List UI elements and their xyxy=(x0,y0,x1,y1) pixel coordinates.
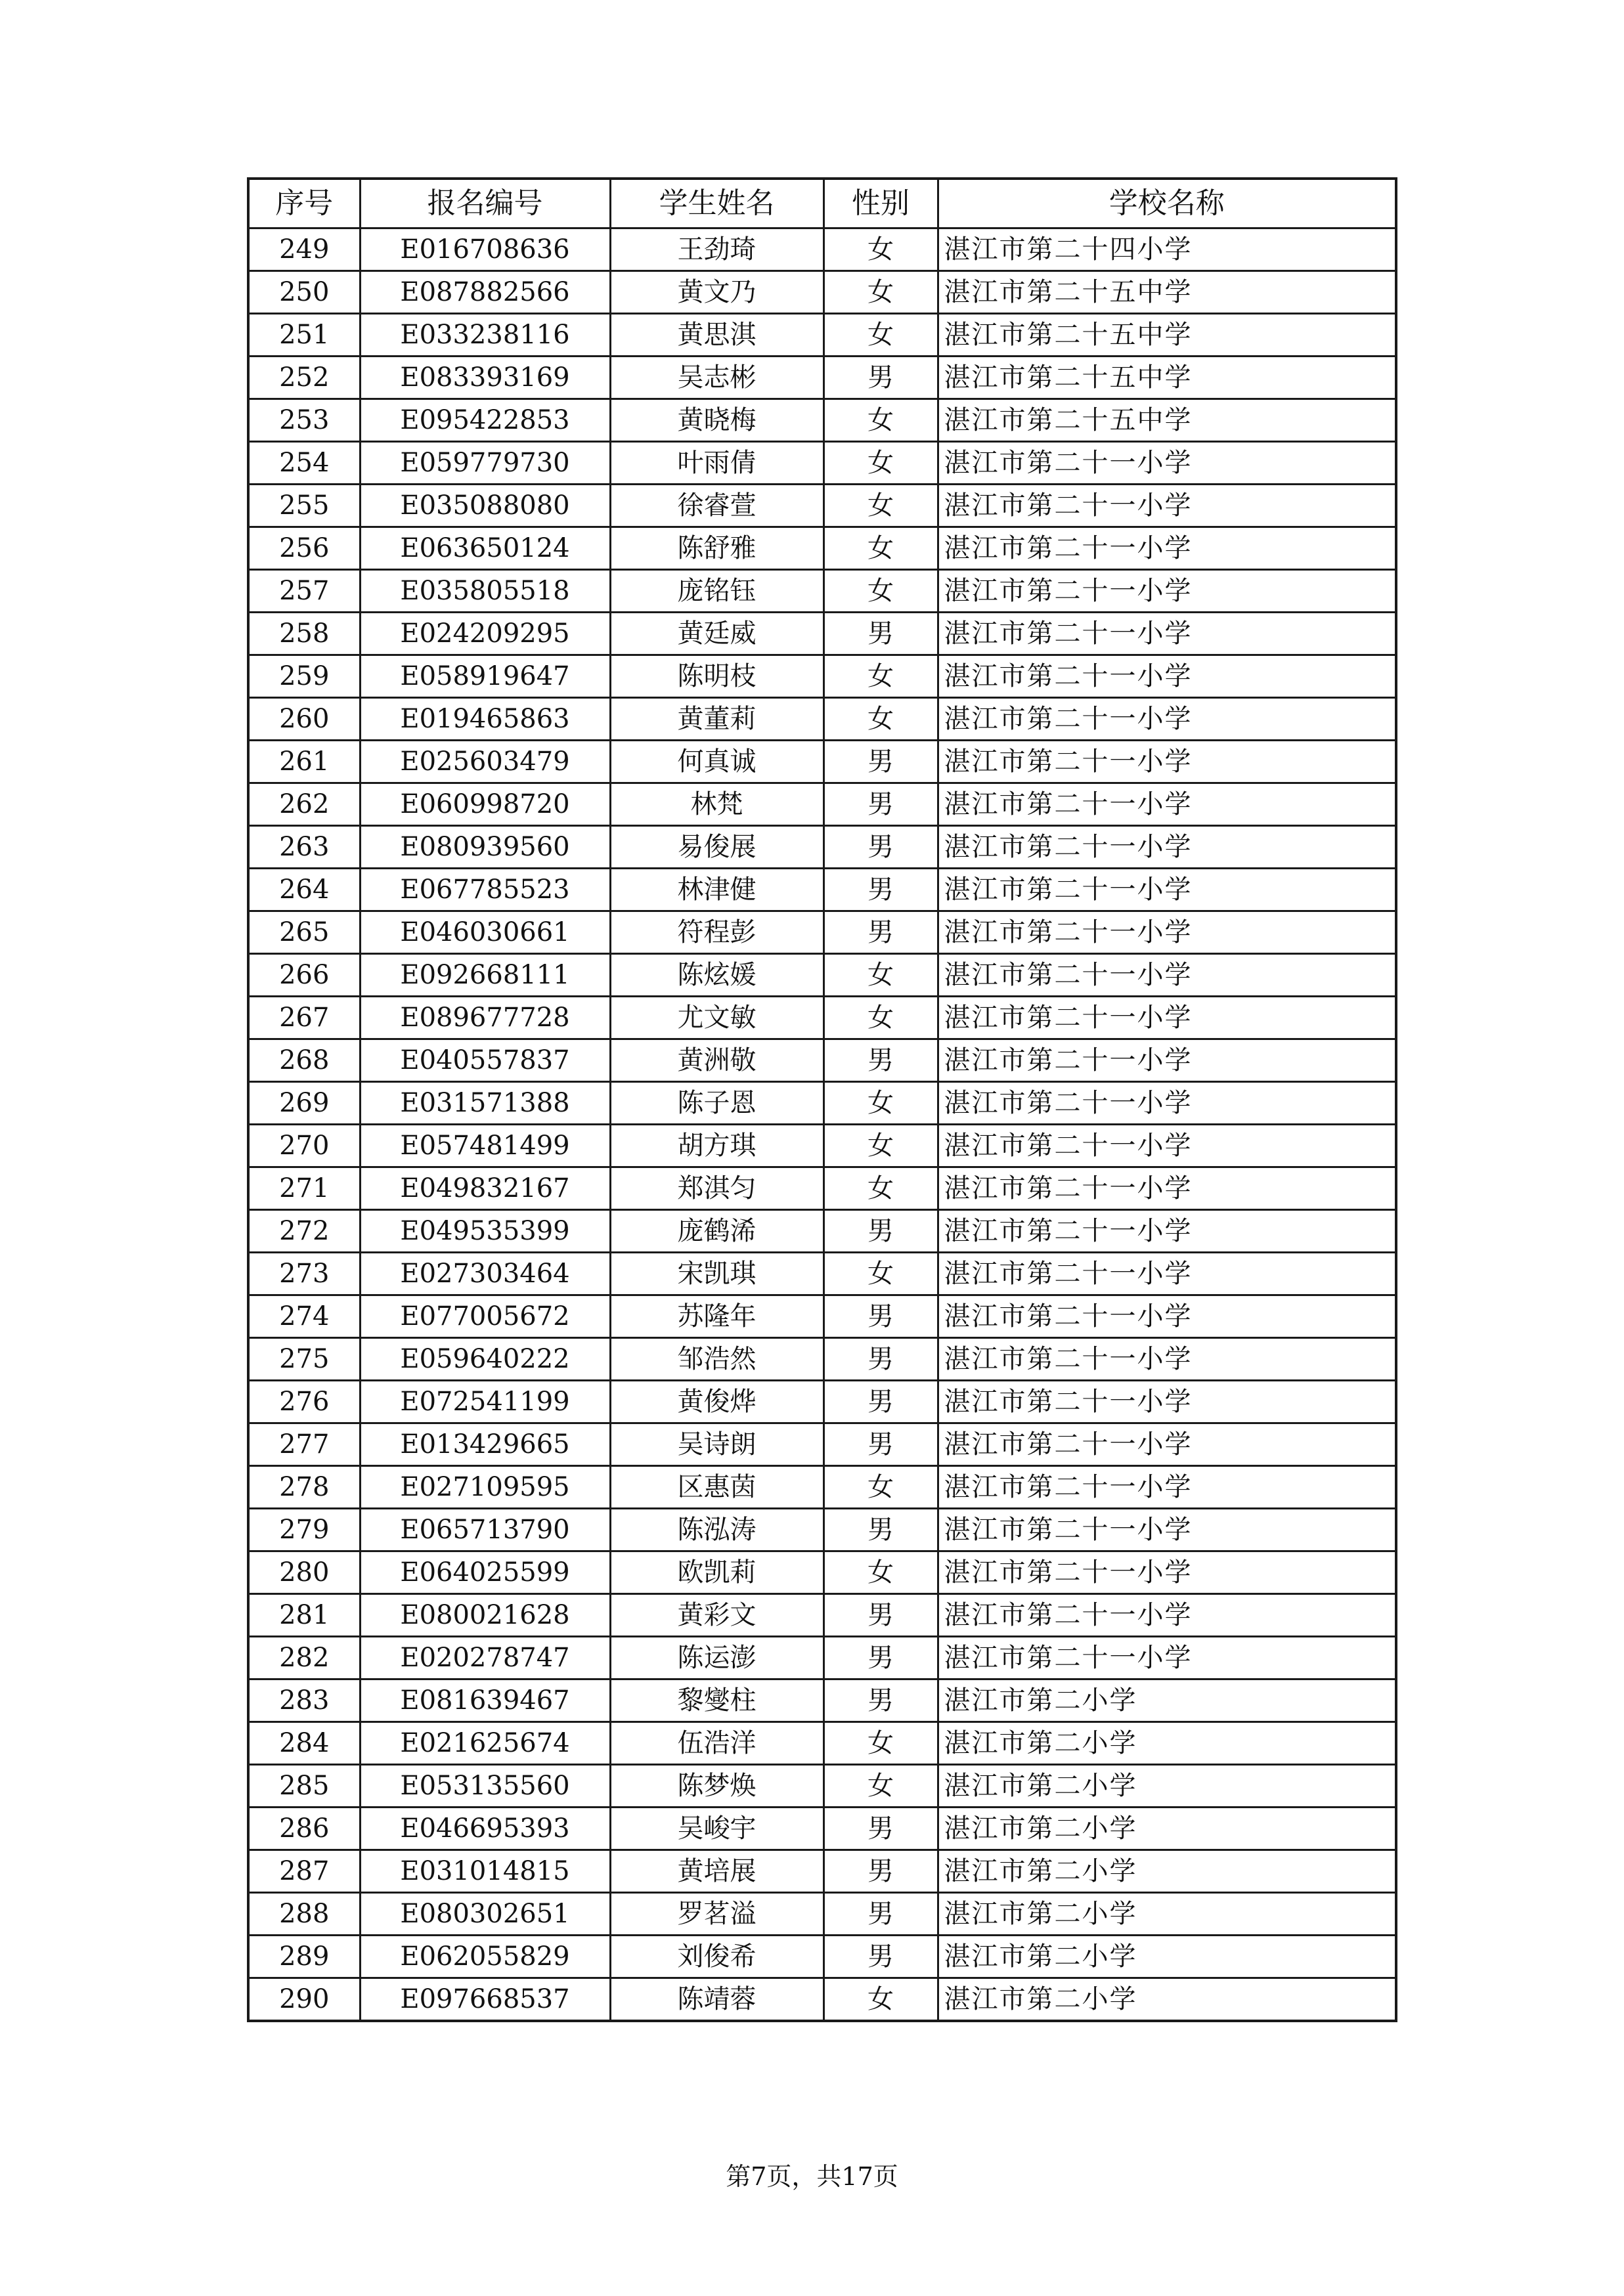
table-row xyxy=(248,1509,1396,1551)
cell-student-name: 邹浩然 xyxy=(610,1338,823,1381)
cell-registration-id: E049535399 xyxy=(360,1210,610,1253)
table-row xyxy=(248,485,1396,527)
cell-school-name: 湛江市第二十一小学 xyxy=(938,527,1396,570)
table-row xyxy=(248,1167,1396,1210)
cell-registration-id: E081639467 xyxy=(360,1679,610,1722)
cell-student-name: 尤文敏 xyxy=(610,997,823,1039)
cell-school-name: 湛江市第二十一小学 xyxy=(938,911,1396,954)
cell-student-name: 胡方琪 xyxy=(610,1125,823,1167)
cell-student-name: 陈明枝 xyxy=(610,655,823,698)
cell-school-name: 湛江市第二十一小学 xyxy=(938,826,1396,869)
cell-serial-number: 279 xyxy=(248,1509,360,1551)
cell-serial-number: 250 xyxy=(248,271,360,314)
cell-gender: 男 xyxy=(823,1808,938,1850)
cell-gender: 女 xyxy=(823,1082,938,1125)
cell-gender: 女 xyxy=(823,1167,938,1210)
cell-gender: 女 xyxy=(823,1253,938,1295)
cell-serial-number: 278 xyxy=(248,1466,360,1509)
cell-school-name: 湛江市第二十一小学 xyxy=(938,1338,1396,1381)
cell-school-name: 湛江市第二十一小学 xyxy=(938,741,1396,783)
table-row xyxy=(248,869,1396,911)
cell-student-name: 林津健 xyxy=(610,869,823,911)
cell-school-name: 湛江市第二十一小学 xyxy=(938,485,1396,527)
table-header xyxy=(248,179,1396,228)
cell-registration-id: E033238116 xyxy=(360,314,610,357)
cell-serial-number: 284 xyxy=(248,1722,360,1765)
cell-school-name: 湛江市第二十一小学 xyxy=(938,1082,1396,1125)
cell-gender: 女 xyxy=(823,1466,938,1509)
table-row xyxy=(248,1381,1396,1423)
cell-registration-id: E083393169 xyxy=(360,357,610,399)
cell-serial-number: 281 xyxy=(248,1594,360,1637)
cell-school-name: 湛江市第二十一小学 xyxy=(938,655,1396,698)
cell-serial-number: 280 xyxy=(248,1551,360,1594)
cell-school-name: 湛江市第二小学 xyxy=(938,1765,1396,1808)
cell-gender: 男 xyxy=(823,869,938,911)
cell-gender: 男 xyxy=(823,826,938,869)
cell-school-name: 湛江市第二十一小学 xyxy=(938,1039,1396,1082)
table-row xyxy=(248,1893,1396,1936)
table-row xyxy=(248,1210,1396,1253)
cell-gender: 男 xyxy=(823,1850,938,1893)
cell-gender: 女 xyxy=(823,698,938,741)
table-row xyxy=(248,783,1396,826)
cell-registration-id: E024209295 xyxy=(360,613,610,655)
table-row xyxy=(248,655,1396,698)
header-gender: 性别 xyxy=(823,179,938,228)
cell-student-name: 庞鹤浠 xyxy=(610,1210,823,1253)
cell-school-name: 湛江市第二十五中学 xyxy=(938,314,1396,357)
cell-gender: 男 xyxy=(823,783,938,826)
cell-serial-number: 287 xyxy=(248,1850,360,1893)
cell-registration-id: E064025599 xyxy=(360,1551,610,1594)
cell-registration-id: E067785523 xyxy=(360,869,610,911)
cell-gender: 男 xyxy=(823,1637,938,1679)
cell-gender: 男 xyxy=(823,1679,938,1722)
cell-gender: 男 xyxy=(823,1039,938,1082)
cell-serial-number: 252 xyxy=(248,357,360,399)
cell-school-name: 湛江市第二小学 xyxy=(938,1936,1396,1978)
cell-registration-id: E046030661 xyxy=(360,911,610,954)
cell-student-name: 黄文乃 xyxy=(610,271,823,314)
cell-registration-id: E025603479 xyxy=(360,741,610,783)
cell-student-name: 黄培展 xyxy=(610,1850,823,1893)
header-registration-id: 报名编号 xyxy=(360,179,610,228)
cell-serial-number: 268 xyxy=(248,1039,360,1082)
cell-gender: 女 xyxy=(823,570,938,613)
cell-gender: 男 xyxy=(823,1381,938,1423)
cell-registration-id: E077005672 xyxy=(360,1295,610,1338)
cell-serial-number: 255 xyxy=(248,485,360,527)
cell-gender: 男 xyxy=(823,613,938,655)
cell-gender: 女 xyxy=(823,954,938,997)
table-row xyxy=(248,1253,1396,1295)
table-row xyxy=(248,442,1396,485)
cell-gender: 女 xyxy=(823,1978,938,2022)
cell-school-name: 湛江市第二十四小学 xyxy=(938,228,1396,271)
cell-student-name: 宋凯琪 xyxy=(610,1253,823,1295)
table-row xyxy=(248,314,1396,357)
cell-student-name: 刘俊希 xyxy=(610,1936,823,1978)
cell-school-name: 湛江市第二十一小学 xyxy=(938,1381,1396,1423)
cell-serial-number: 269 xyxy=(248,1082,360,1125)
table-row xyxy=(248,1423,1396,1466)
cell-serial-number: 256 xyxy=(248,527,360,570)
cell-school-name: 湛江市第二十五中学 xyxy=(938,271,1396,314)
cell-serial-number: 259 xyxy=(248,655,360,698)
cell-school-name: 湛江市第二十五中学 xyxy=(938,399,1396,442)
cell-serial-number: 275 xyxy=(248,1338,360,1381)
cell-serial-number: 285 xyxy=(248,1765,360,1808)
cell-student-name: 黄洲敬 xyxy=(610,1039,823,1082)
cell-student-name: 何真诚 xyxy=(610,741,823,783)
cell-student-name: 苏隆年 xyxy=(610,1295,823,1338)
cell-serial-number: 263 xyxy=(248,826,360,869)
cell-gender: 女 xyxy=(823,314,938,357)
cell-school-name: 湛江市第二十五中学 xyxy=(938,357,1396,399)
cell-serial-number: 274 xyxy=(248,1295,360,1338)
cell-gender: 男 xyxy=(823,741,938,783)
cell-registration-id: E027303464 xyxy=(360,1253,610,1295)
table-row xyxy=(248,1295,1396,1338)
cell-registration-id: E019465863 xyxy=(360,698,610,741)
page-number: 第7页，共17页 xyxy=(726,2162,898,2191)
cell-student-name: 叶雨倩 xyxy=(610,442,823,485)
table-row xyxy=(248,698,1396,741)
cell-serial-number: 290 xyxy=(248,1978,360,2022)
table-row xyxy=(248,357,1396,399)
cell-registration-id: E021625674 xyxy=(360,1722,610,1765)
cell-serial-number: 289 xyxy=(248,1936,360,1978)
cell-registration-id: E013429665 xyxy=(360,1423,610,1466)
table-row xyxy=(248,613,1396,655)
table-row xyxy=(248,1637,1396,1679)
cell-serial-number: 257 xyxy=(248,570,360,613)
table-row xyxy=(248,1125,1396,1167)
cell-registration-id: E080939560 xyxy=(360,826,610,869)
cell-registration-id: E062055829 xyxy=(360,1936,610,1978)
cell-school-name: 湛江市第二小学 xyxy=(938,1893,1396,1936)
cell-gender: 男 xyxy=(823,1210,938,1253)
header-row xyxy=(248,179,1396,228)
cell-serial-number: 251 xyxy=(248,314,360,357)
cell-registration-id: E080302651 xyxy=(360,1893,610,1936)
cell-registration-id: E060998720 xyxy=(360,783,610,826)
cell-registration-id: E040557837 xyxy=(360,1039,610,1082)
table-row xyxy=(248,1808,1396,1850)
cell-student-name: 黄董莉 xyxy=(610,698,823,741)
cell-gender: 女 xyxy=(823,442,938,485)
cell-serial-number: 249 xyxy=(248,228,360,271)
cell-registration-id: E031571388 xyxy=(360,1082,610,1125)
cell-serial-number: 286 xyxy=(248,1808,360,1850)
cell-gender: 男 xyxy=(823,1295,938,1338)
cell-gender: 女 xyxy=(823,655,938,698)
table-row xyxy=(248,954,1396,997)
cell-gender: 女 xyxy=(823,271,938,314)
cell-school-name: 湛江市第二十一小学 xyxy=(938,1423,1396,1466)
cell-registration-id: E059779730 xyxy=(360,442,610,485)
cell-serial-number: 271 xyxy=(248,1167,360,1210)
cell-student-name: 陈靖蓉 xyxy=(610,1978,823,2022)
cell-school-name: 湛江市第二小学 xyxy=(938,1978,1396,2022)
cell-student-name: 黄廷威 xyxy=(610,613,823,655)
cell-serial-number: 277 xyxy=(248,1423,360,1466)
cell-gender: 女 xyxy=(823,1125,938,1167)
cell-gender: 女 xyxy=(823,1765,938,1808)
cell-registration-id: E016708636 xyxy=(360,228,610,271)
cell-student-name: 罗茗溢 xyxy=(610,1893,823,1936)
cell-serial-number: 253 xyxy=(248,399,360,442)
table-row xyxy=(248,1978,1396,2022)
cell-student-name: 符程彭 xyxy=(610,911,823,954)
cell-student-name: 吴诗朗 xyxy=(610,1423,823,1466)
cell-student-name: 黄晓梅 xyxy=(610,399,823,442)
table-row xyxy=(248,741,1396,783)
cell-student-name: 陈梦焕 xyxy=(610,1765,823,1808)
cell-gender: 女 xyxy=(823,1722,938,1765)
cell-registration-id: E095422853 xyxy=(360,399,610,442)
table-row xyxy=(248,1082,1396,1125)
cell-school-name: 湛江市第二十一小学 xyxy=(938,1509,1396,1551)
table-row xyxy=(248,570,1396,613)
cell-student-name: 陈运澎 xyxy=(610,1637,823,1679)
table-row xyxy=(248,1039,1396,1082)
cell-student-name: 郑淇匀 xyxy=(610,1167,823,1210)
cell-serial-number: 260 xyxy=(248,698,360,741)
cell-gender: 男 xyxy=(823,357,938,399)
cell-gender: 男 xyxy=(823,1594,938,1637)
table-row xyxy=(248,1936,1396,1978)
cell-registration-id: E063650124 xyxy=(360,527,610,570)
cell-student-name: 黄彩文 xyxy=(610,1594,823,1637)
cell-registration-id: E035088080 xyxy=(360,485,610,527)
cell-serial-number: 266 xyxy=(248,954,360,997)
cell-serial-number: 261 xyxy=(248,741,360,783)
cell-school-name: 湛江市第二十一小学 xyxy=(938,1210,1396,1253)
cell-school-name: 湛江市第二十一小学 xyxy=(938,1167,1396,1210)
cell-registration-id: E092668111 xyxy=(360,954,610,997)
cell-serial-number: 276 xyxy=(248,1381,360,1423)
table-row xyxy=(248,1551,1396,1594)
cell-school-name: 湛江市第二十一小学 xyxy=(938,1637,1396,1679)
cell-registration-id: E049832167 xyxy=(360,1167,610,1210)
cell-student-name: 黎燮柱 xyxy=(610,1679,823,1722)
cell-school-name: 湛江市第二十一小学 xyxy=(938,1466,1396,1509)
header-serial-number: 序号 xyxy=(248,179,360,228)
cell-gender: 男 xyxy=(823,1423,938,1466)
table-row xyxy=(248,1765,1396,1808)
cell-serial-number: 288 xyxy=(248,1893,360,1936)
cell-student-name: 陈炫媛 xyxy=(610,954,823,997)
cell-school-name: 湛江市第二小学 xyxy=(938,1808,1396,1850)
cell-school-name: 湛江市第二十一小学 xyxy=(938,613,1396,655)
cell-school-name: 湛江市第二十一小学 xyxy=(938,1295,1396,1338)
header-school-name: 学校名称 xyxy=(938,179,1396,228)
cell-student-name: 易俊展 xyxy=(610,826,823,869)
cell-gender: 女 xyxy=(823,1551,938,1594)
table-row xyxy=(248,1850,1396,1893)
cell-gender: 男 xyxy=(823,1936,938,1978)
cell-school-name: 湛江市第二十一小学 xyxy=(938,997,1396,1039)
table-body xyxy=(248,228,1396,2022)
cell-registration-id: E089677728 xyxy=(360,997,610,1039)
cell-gender: 男 xyxy=(823,1338,938,1381)
cell-school-name: 湛江市第二十一小学 xyxy=(938,783,1396,826)
cell-school-name: 湛江市第二十一小学 xyxy=(938,1253,1396,1295)
cell-registration-id: E097668537 xyxy=(360,1978,610,2022)
cell-school-name: 湛江市第二十一小学 xyxy=(938,869,1396,911)
cell-school-name: 湛江市第二十一小学 xyxy=(938,1125,1396,1167)
cell-school-name: 湛江市第二十一小学 xyxy=(938,698,1396,741)
cell-student-name: 区惠茵 xyxy=(610,1466,823,1509)
table-row xyxy=(248,911,1396,954)
cell-serial-number: 283 xyxy=(248,1679,360,1722)
table-row xyxy=(248,1722,1396,1765)
table-row xyxy=(248,271,1396,314)
student-list-table xyxy=(247,177,1397,2022)
cell-serial-number: 265 xyxy=(248,911,360,954)
cell-school-name: 湛江市第二十一小学 xyxy=(938,1594,1396,1637)
cell-registration-id: E027109595 xyxy=(360,1466,610,1509)
cell-gender: 男 xyxy=(823,911,938,954)
cell-serial-number: 258 xyxy=(248,613,360,655)
cell-student-name: 林梵 xyxy=(610,783,823,826)
cell-serial-number: 282 xyxy=(248,1637,360,1679)
cell-gender: 女 xyxy=(823,399,938,442)
cell-registration-id: E053135560 xyxy=(360,1765,610,1808)
header-student-name: 学生姓名 xyxy=(610,179,823,228)
student-list-table-container xyxy=(247,177,1395,2022)
cell-student-name: 庞铭钰 xyxy=(610,570,823,613)
cell-gender: 男 xyxy=(823,1893,938,1936)
cell-serial-number: 272 xyxy=(248,1210,360,1253)
table-row xyxy=(248,997,1396,1039)
cell-school-name: 湛江市第二十一小学 xyxy=(938,954,1396,997)
cell-registration-id: E059640222 xyxy=(360,1338,610,1381)
cell-registration-id: E065713790 xyxy=(360,1509,610,1551)
cell-serial-number: 267 xyxy=(248,997,360,1039)
table-row xyxy=(248,527,1396,570)
cell-school-name: 湛江市第二小学 xyxy=(938,1722,1396,1765)
cell-registration-id: E046695393 xyxy=(360,1808,610,1850)
cell-registration-id: E087882566 xyxy=(360,271,610,314)
cell-registration-id: E020278747 xyxy=(360,1637,610,1679)
cell-registration-id: E057481499 xyxy=(360,1125,610,1167)
cell-school-name: 湛江市第二十一小学 xyxy=(938,442,1396,485)
cell-student-name: 陈子恩 xyxy=(610,1082,823,1125)
cell-registration-id: E031014815 xyxy=(360,1850,610,1893)
table-row xyxy=(248,1466,1396,1509)
cell-student-name: 王劲琦 xyxy=(610,228,823,271)
cell-student-name: 陈舒雅 xyxy=(610,527,823,570)
table-row xyxy=(248,826,1396,869)
table-row xyxy=(248,228,1396,271)
cell-gender: 女 xyxy=(823,485,938,527)
cell-student-name: 吴志彬 xyxy=(610,357,823,399)
cell-registration-id: E072541199 xyxy=(360,1381,610,1423)
cell-serial-number: 270 xyxy=(248,1125,360,1167)
cell-student-name: 伍浩洋 xyxy=(610,1722,823,1765)
cell-school-name: 湛江市第二十一小学 xyxy=(938,570,1396,613)
table-row xyxy=(248,1679,1396,1722)
cell-registration-id: E080021628 xyxy=(360,1594,610,1637)
cell-student-name: 欧凯莉 xyxy=(610,1551,823,1594)
cell-school-name: 湛江市第二小学 xyxy=(938,1679,1396,1722)
table-row xyxy=(248,399,1396,442)
table-row xyxy=(248,1594,1396,1637)
cell-student-name: 黄思淇 xyxy=(610,314,823,357)
cell-student-name: 陈泓涛 xyxy=(610,1509,823,1551)
table-row xyxy=(248,1338,1396,1381)
cell-student-name: 吴峻宇 xyxy=(610,1808,823,1850)
cell-gender: 女 xyxy=(823,527,938,570)
cell-gender: 女 xyxy=(823,997,938,1039)
cell-student-name: 徐睿萱 xyxy=(610,485,823,527)
cell-serial-number: 273 xyxy=(248,1253,360,1295)
cell-serial-number: 262 xyxy=(248,783,360,826)
cell-gender: 女 xyxy=(823,228,938,271)
cell-serial-number: 264 xyxy=(248,869,360,911)
cell-student-name: 黄俊烨 xyxy=(610,1381,823,1423)
cell-gender: 男 xyxy=(823,1509,938,1551)
cell-school-name: 湛江市第二十一小学 xyxy=(938,1551,1396,1594)
cell-registration-id: E058919647 xyxy=(360,655,610,698)
cell-serial-number: 254 xyxy=(248,442,360,485)
cell-registration-id: E035805518 xyxy=(360,570,610,613)
cell-school-name: 湛江市第二小学 xyxy=(938,1850,1396,1893)
